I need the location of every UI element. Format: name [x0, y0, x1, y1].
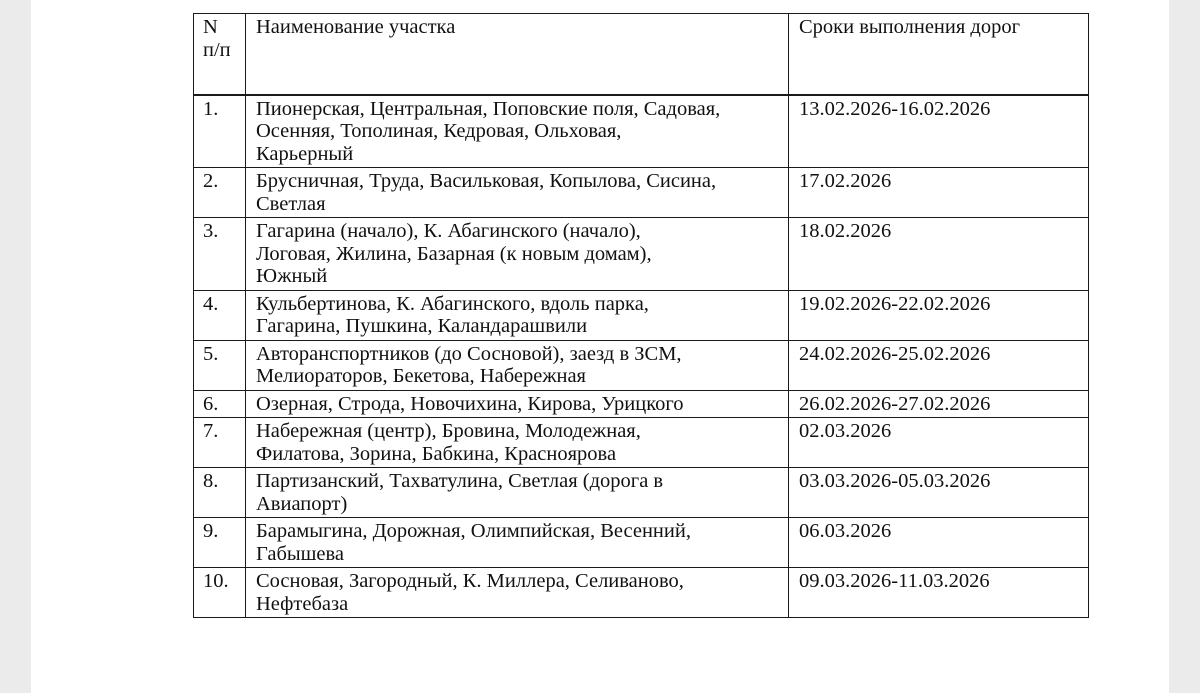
row-section-name: Набережная (центр), Бровина, Молодежная, Филатова, Зорина, Бабкина, Краснoярова [256, 420, 641, 465]
row-number: 7. [203, 420, 219, 442]
row-dates: 18.02.2026 [799, 220, 892, 242]
table-row [194, 340, 1089, 390]
row-dates-cell [789, 518, 1089, 568]
row-section-name: Кульбертинова, К. Абагинского, вдоль парка, Гагарина, Пушкина, Каландарашвили [256, 292, 649, 337]
row-number: 1. [203, 97, 219, 120]
row-dates-cell [789, 390, 1089, 418]
row-section-name: Барамыгина, Дорожная, Олимпийская, Весенний, Габышева [256, 520, 691, 565]
row-dates: 13.02.2026-16.02.2026 [799, 97, 991, 120]
header-number-label: N п/п [203, 16, 231, 61]
row-dates-cell [789, 168, 1089, 218]
row-dates: 06.03.2026 [799, 520, 892, 542]
row-name-cell [246, 418, 789, 468]
row-dates-cell [789, 418, 1089, 468]
document-page [31, 0, 1169, 693]
row-number: 5. [203, 342, 219, 365]
row-dates-cell [789, 468, 1089, 518]
row-dates: 19.02.2026-22.02.2026 [799, 292, 991, 315]
table-row [194, 168, 1089, 218]
table-row [194, 518, 1089, 568]
row-dates: 26.02.2026-27.02.2026 [799, 392, 991, 415]
road-schedule-table [193, 13, 1089, 618]
table-row [194, 468, 1089, 518]
row-section-name: Сосновая, Загородный, К. Миллера, Селиваново, Нефтебаза [256, 570, 684, 615]
row-number: 3. [203, 220, 219, 242]
table-row [194, 218, 1089, 291]
row-number: 8. [203, 470, 219, 492]
row-dates: 03.03.2026-05.03.2026 [799, 470, 991, 492]
table-row [194, 390, 1089, 418]
row-number-cell [194, 290, 246, 340]
row-name-cell [246, 340, 789, 390]
row-name-cell [246, 390, 789, 418]
row-dates-cell [789, 568, 1089, 618]
header-name-label: Наименование участка [256, 16, 456, 38]
row-dates: 09.03.2026-11.03.2026 [799, 570, 990, 592]
row-number: 4. [203, 292, 219, 315]
table-row [194, 418, 1089, 468]
row-number: 6. [203, 392, 219, 415]
row-dates-cell [789, 290, 1089, 340]
row-section-name: Партизанский, Тахватулина, Светлая (дорога в Авиапорт) [256, 470, 664, 515]
row-dates: 02.03.2026 [799, 420, 892, 442]
row-number-cell [194, 218, 246, 291]
header-name-cell [246, 14, 789, 95]
row-section-name: Гагарина (начало), К. Абагинского (начало), Логовая, Жилина, Базарная (к новым домам), Южный [256, 220, 652, 287]
row-name-cell [246, 518, 789, 568]
header-number-cell [194, 14, 246, 95]
row-dates-cell [789, 340, 1089, 390]
row-section-name: Авторанспортников (до Сосновой), заезд в ЗСМ, Мелиораторов, Бекетова, Набережная [256, 342, 682, 387]
table-header-row [194, 14, 1089, 95]
row-section-name: Озерная, Строда, Новочихина, Кирова, Урицкого [256, 392, 684, 415]
row-name-cell [246, 290, 789, 340]
row-number-cell [194, 340, 246, 390]
row-name-cell [246, 95, 789, 168]
row-number-cell [194, 418, 246, 468]
header-dates-label: Сроки выполнения дорог [799, 16, 1021, 38]
row-number-cell [194, 390, 246, 418]
row-number: 10. [203, 570, 229, 592]
table-row [194, 290, 1089, 340]
row-number-cell [194, 168, 246, 218]
row-number-cell [194, 468, 246, 518]
row-number: 9. [203, 520, 219, 542]
row-number-cell [194, 95, 246, 168]
row-dates: 17.02.2026 [799, 170, 892, 192]
row-name-cell [246, 168, 789, 218]
row-dates-cell [789, 95, 1089, 168]
row-section-name: Брусничная, Труда, Васильковая, Копылова, Сисина, Светлая [256, 170, 717, 215]
row-name-cell [246, 218, 789, 291]
row-dates-cell [789, 218, 1089, 291]
header-dates-cell [789, 14, 1089, 95]
table-row [194, 568, 1089, 618]
row-number-cell [194, 518, 246, 568]
row-dates: 24.02.2026-25.02.2026 [799, 342, 991, 365]
table-row [194, 95, 1089, 168]
row-number-cell [194, 568, 246, 618]
row-name-cell [246, 568, 789, 618]
row-number: 2. [203, 170, 219, 192]
row-name-cell [246, 468, 789, 518]
row-section-name: Пионерская, Центральная, Поповские поля, Садовая, Осенняя, Тополиная, Кедровая, Ольховая, Карьерный [256, 97, 721, 165]
